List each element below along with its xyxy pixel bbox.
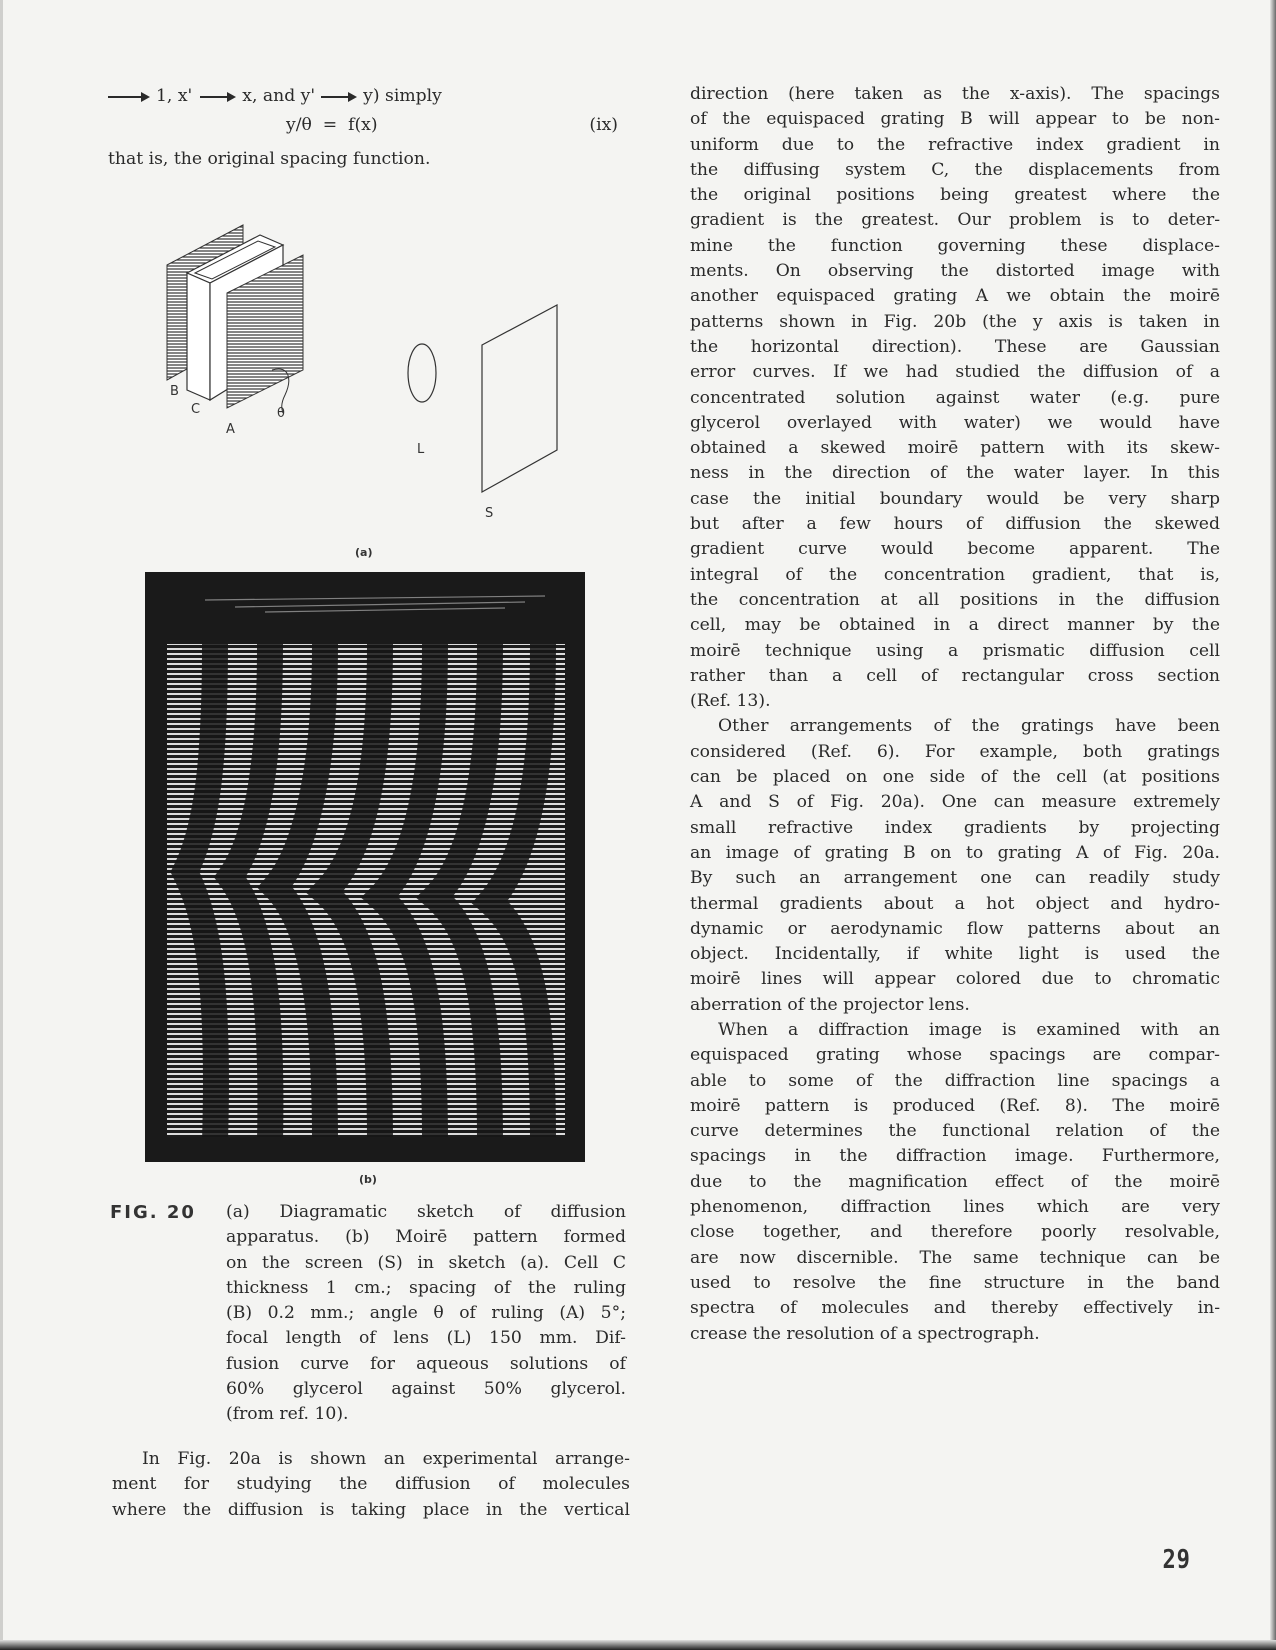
- figure-20a-diagram: [140, 205, 570, 565]
- paragraph-1: [690, 82, 1220, 714]
- text-line: small refractive index gradients by projecting: [690, 817, 1220, 838]
- text-line: glycerol overlayed with water) we would have: [690, 412, 1220, 433]
- arrow-icon: [321, 96, 355, 98]
- text-line: mine the function governing these displace-: [690, 235, 1220, 256]
- text-line: (Ref. 13).: [690, 691, 771, 712]
- text-line: dynamic or aerodynamic flow patterns about an: [690, 918, 1220, 939]
- figure-20b-moire-pattern: [145, 572, 585, 1162]
- text-line: direction (here taken as the x-axis). The spacings: [690, 84, 1220, 104]
- page-edge-left: [0, 0, 3, 1650]
- text-line: thermal gradients about a hot object and hydro-: [690, 893, 1220, 914]
- page-number: 29: [1162, 1545, 1191, 1575]
- text-line: uniform due to the refractive index gradient in: [690, 134, 1220, 155]
- text-line: cell, may be obtained in a direct manner by the: [690, 615, 1220, 636]
- label-A: A: [226, 422, 235, 437]
- text-line: rather than a cell of rectangular cross section: [690, 665, 1220, 686]
- caption-line: thickness 1 cm.; spacing of the ruling: [226, 1277, 626, 1298]
- intro-part3: y) simply: [363, 86, 442, 106]
- caption-line: fusion curve for aqueous solutions of: [226, 1353, 626, 1374]
- equation: y/θ = f(x): [286, 115, 378, 136]
- figure-label: FIG. 20: [110, 1202, 196, 1223]
- left-column-bottom-paragraph: [112, 1447, 630, 1523]
- text-line: object. Incidentally, if white light is used the: [690, 944, 1220, 965]
- text-line: concentrated solution against water (e.g. pure: [690, 387, 1220, 408]
- moire-pattern-image: [145, 572, 585, 1162]
- paragraph-2: [690, 714, 1220, 1018]
- diffusion-apparatus-diagram: [140, 205, 570, 565]
- text-line: crease the resolution of a spectrograph.: [690, 1323, 1040, 1344]
- text-line: aberration of the projector lens.: [690, 994, 970, 1015]
- label-S: S: [485, 506, 494, 521]
- text-line: Other arrangements of the gratings have been: [718, 716, 1220, 737]
- arrow-icon: [200, 96, 234, 98]
- text-line: gradient is the greatest. Our problem is to deter-: [690, 210, 1220, 231]
- page-edge-right: [1270, 0, 1276, 1650]
- label-C: C: [191, 402, 201, 417]
- left-column-top: [108, 84, 618, 173]
- text-line: moirē pattern is produced (Ref. 8). The moirē: [690, 1095, 1220, 1116]
- label-L: L: [417, 442, 425, 457]
- text-line: able to some of the diffraction line spacings a: [690, 1070, 1220, 1091]
- text-line: patterns shown in Fig. 20b (the y axis is taken in: [690, 311, 1220, 332]
- text-line: the horizontal direction). These are Gaussian: [690, 336, 1220, 357]
- right-column: [690, 82, 1220, 1347]
- text-line: curve determines the functional relation of the: [690, 1121, 1220, 1142]
- text-line: close together, and therefore poorly resolvable,: [690, 1222, 1220, 1243]
- text-line: By such an arrangement one can readily study: [690, 868, 1220, 889]
- text-line: an image of grating B on to grating A of Fig. 20a.: [690, 842, 1220, 863]
- caption-line: 60% glycerol against 50% glycerol.: [226, 1379, 626, 1400]
- label-B: B: [170, 384, 179, 399]
- text-line: moirē technique using a prismatic diffusion cell: [690, 640, 1220, 661]
- text-line: spacings in the diffraction image. Furthermore,: [690, 1146, 1220, 1167]
- equation-line: [108, 109, 618, 147]
- text-line: ment for studying the diffusion of molecules: [112, 1474, 630, 1495]
- page-edge-bottom: [0, 1640, 1276, 1650]
- text-line: equispaced grating whose spacings are compar-: [690, 1045, 1220, 1066]
- text-line: phenomenon, diffraction lines which are very: [690, 1197, 1220, 1218]
- text-line: When a diffraction image is examined with an: [718, 1019, 1220, 1040]
- caption-line: apparatus. (b) Moirē pattern formed: [226, 1227, 626, 1248]
- caption-line: (B) 0.2 mm.; angle θ of ruling (A) 5°;: [226, 1303, 626, 1324]
- text-line: the original positions being greatest where the: [690, 185, 1220, 206]
- text-line: where the diffusion is taking place in the vertical: [112, 1499, 630, 1520]
- text-line: moirē lines will appear colored due to chromatic: [690, 969, 1220, 990]
- text-line: of the equispaced grating B will appear to be non-: [690, 109, 1220, 130]
- text-line: spectra of molecules and thereby effectively in-: [690, 1298, 1220, 1319]
- caption-line: (from ref. 10).: [226, 1404, 349, 1425]
- text-line: obtained a skewed moirē pattern with its skew-: [690, 438, 1220, 459]
- intro-part1: 1, x': [156, 86, 193, 106]
- text-line: integral of the concentration gradient, that is,: [690, 564, 1220, 585]
- text-line: A and S of Fig. 20a). One can measure extremely: [690, 792, 1220, 813]
- text-line: the concentration at all positions in the diffusion: [690, 589, 1220, 610]
- text-line: the diffusing system C, the displacements from: [690, 159, 1220, 180]
- text-line: ments. On observing the distorted image with: [690, 261, 1220, 282]
- caption-line: focal length of lens (L) 150 mm. Dif-: [226, 1328, 626, 1349]
- text-line: another equispaced grating A we obtain the moirē: [690, 286, 1220, 307]
- text-line: error curves. If we had studied the diffusion of a: [690, 362, 1220, 383]
- equation-number: (ix): [589, 115, 618, 136]
- text-line: but after a few hours of diffusion the skewed: [690, 514, 1220, 535]
- text-line: used to resolve the fine structure in the band: [690, 1272, 1220, 1293]
- arrow-icon: [108, 96, 148, 98]
- text-line: considered (Ref. 6). For example, both gratings: [690, 741, 1220, 762]
- paragraph-3: [690, 1018, 1220, 1347]
- caption-line: on the screen (S) in sketch (a). Cell C: [226, 1252, 626, 1273]
- after-equation-text: that is, the original spacing function.: [108, 149, 431, 170]
- caption-line: (a) Diagramatic sketch of diffusion: [226, 1202, 626, 1222]
- text-line: can be placed on one side of the cell (at positions: [690, 767, 1220, 788]
- text-line: ness in the direction of the water layer. In this: [690, 463, 1220, 484]
- text-line: In Fig. 20a is shown an experimental arrange-: [142, 1449, 630, 1469]
- intro-line: [108, 84, 618, 109]
- label-theta: θ: [277, 406, 285, 421]
- text-line: are now discernible. The same technique can be: [690, 1247, 1220, 1268]
- text-line: gradient curve would become apparent. The: [690, 539, 1220, 560]
- text-line: due to the magnification effect of the moirē: [690, 1171, 1220, 1192]
- caption-text: [226, 1200, 626, 1428]
- text-line: case the initial boundary would be very sharp: [690, 488, 1220, 509]
- intro-part2: x, and y': [242, 86, 316, 106]
- subfigure-label-a: (a): [355, 546, 373, 559]
- subfigure-label-b: (b): [359, 1173, 377, 1186]
